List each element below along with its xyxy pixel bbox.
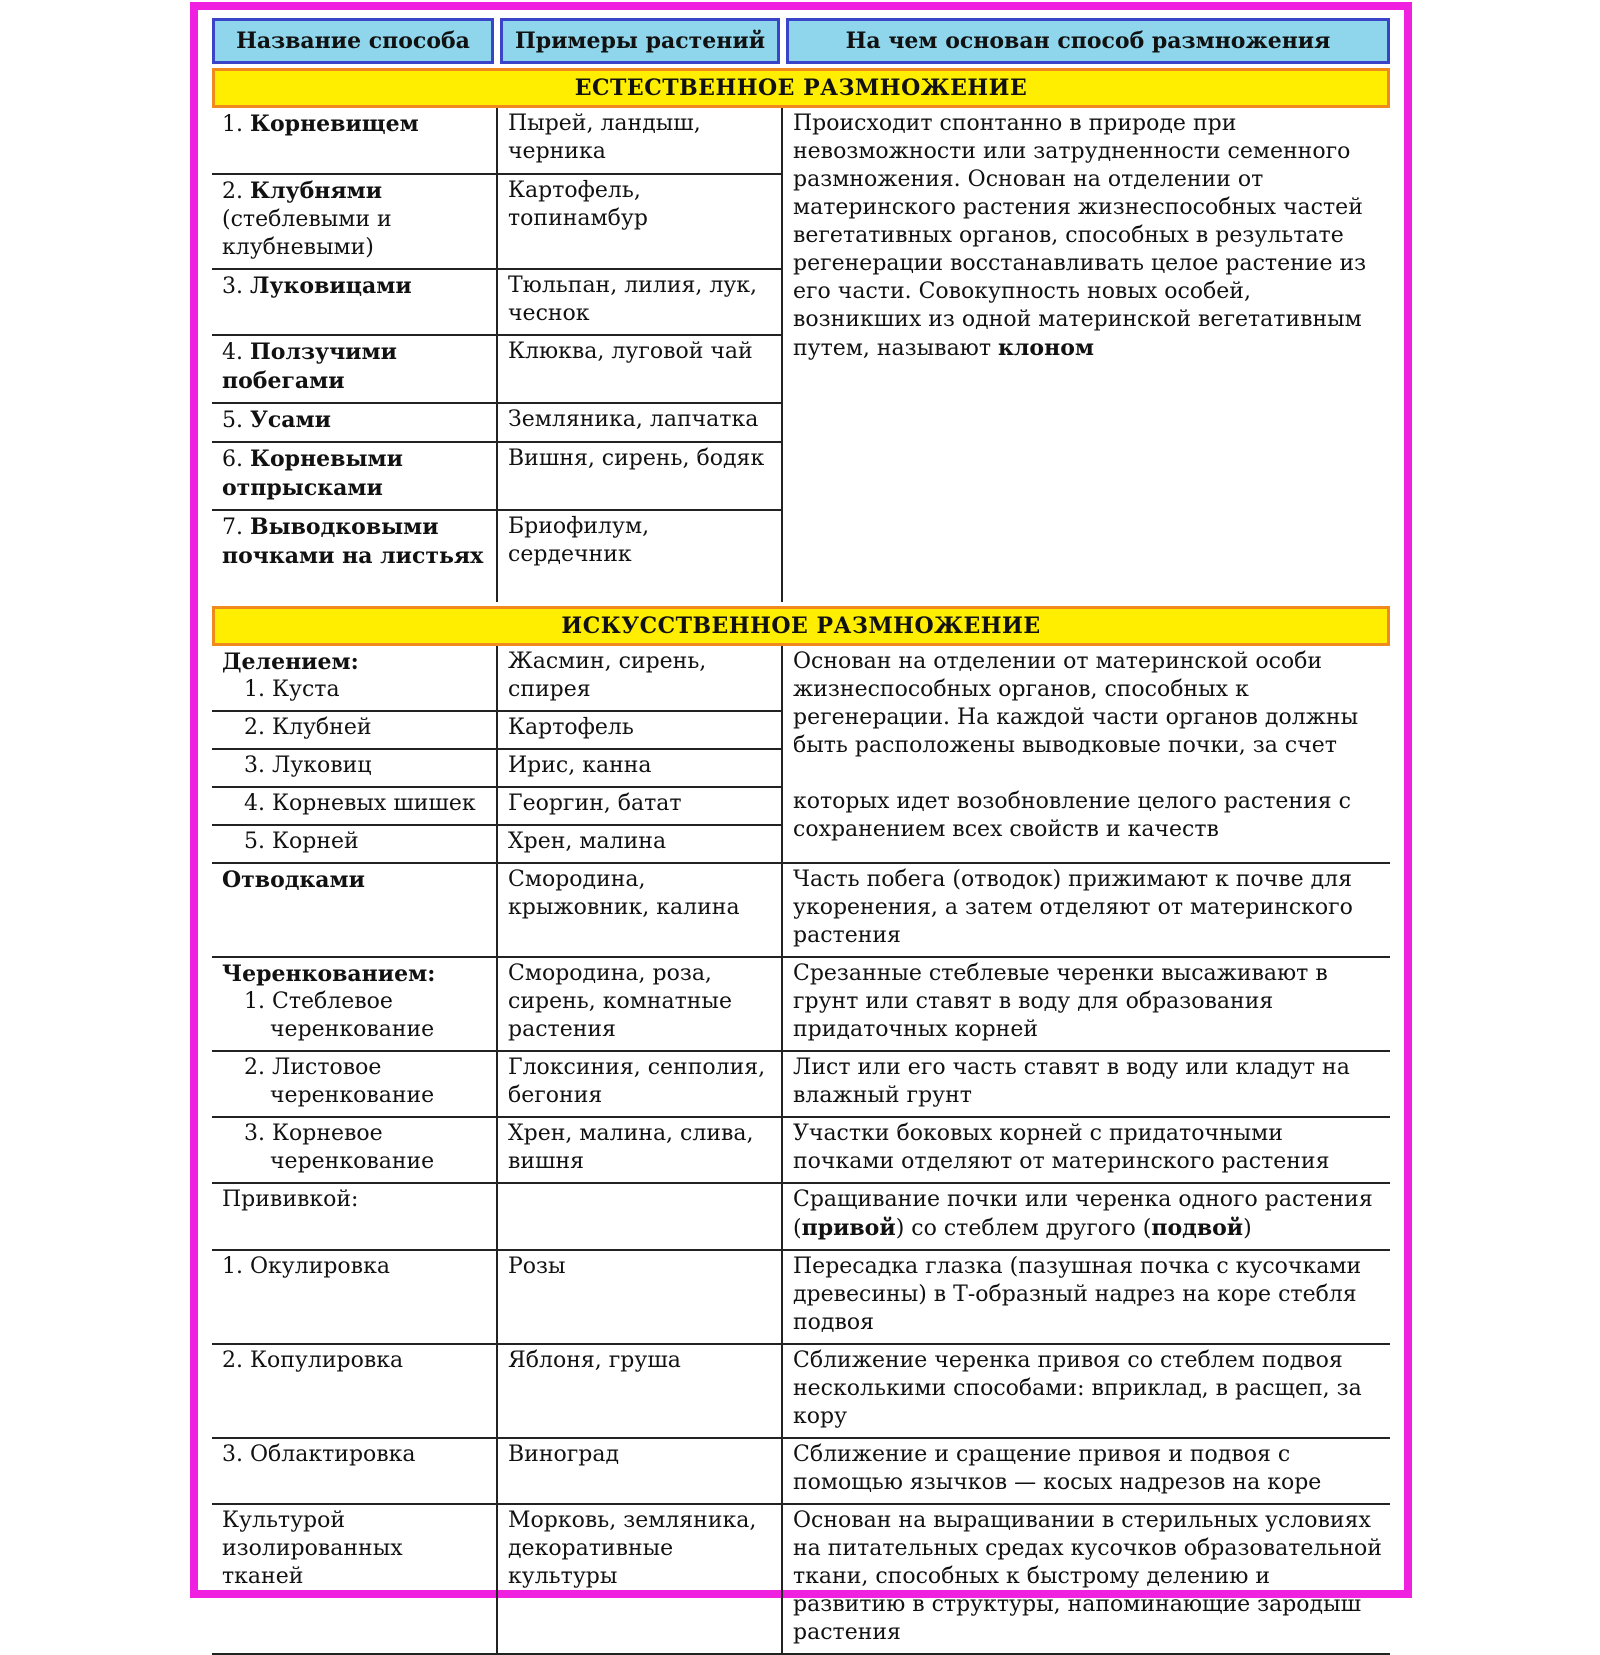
header-basis: На чем основан способ размножения	[786, 18, 1390, 64]
examples-cell: Картофель, топинамбур	[497, 174, 782, 269]
examples-cell: Виноград	[497, 1438, 782, 1504]
header-plant-examples: Примеры растений	[500, 18, 780, 64]
method-cell: 2. Клубнями (стеблевыми и клубневыми)	[212, 174, 497, 269]
description-cell: Пересадка глазка (пазушная почка с кусочками древесины) в Т-образный надрез на коре стебля подвоя	[782, 1250, 1390, 1344]
examples-cell: Пырей, ландыш, черника	[497, 108, 782, 174]
examples-cell: Глоксиния, сенполия, бегония	[497, 1051, 782, 1117]
examples-cell: Бриофилум, сердечник	[497, 510, 782, 602]
method-cell: 3. Луковицами	[212, 269, 497, 335]
examples-cell: Картофель	[497, 711, 782, 749]
description-cell: Сращивание почки или черенка одного растения (привой) со стеблем другого (подвой)	[782, 1183, 1390, 1250]
method-cell: 1. Окулировка	[212, 1250, 497, 1344]
examples-cell: Смородина, роза, сирень, комнатные растения	[497, 957, 782, 1051]
examples-cell: Земляника, лапчатка	[497, 403, 782, 442]
description-cell: Лист или его часть ставят в воду или кладут на влажный грунт	[782, 1051, 1390, 1117]
reproduction-table	[212, 18, 1390, 1655]
method-cell: Отводками	[212, 863, 497, 957]
method-cell: Прививкой:	[212, 1183, 497, 1250]
method-cell: 4. Корневых шишек	[212, 787, 497, 825]
table-row	[212, 1051, 1390, 1117]
division-description: Основан на отделении от материнской особи жизнеспособных органов, способных к регенерации. На каждой части органов должны быть расположены выводковые почки, за счет которых идет возобновление целого растения с сохранением всех свойств и качеств	[782, 646, 1390, 863]
description-cell: Основан на выращивании в стерильных условиях на питательных средах кусочков образовательной ткани, способных к быстрому делению и развитию в структуры, напоминающие зародыш растения	[782, 1504, 1390, 1654]
header-method-name: Название способа	[212, 18, 494, 64]
method-cell: 5. Корней	[212, 825, 497, 863]
examples-cell: Вишня, сирень, бодяк	[497, 442, 782, 510]
description-cell: Сближение и сращение привоя и подвоя с помощью язычков — косых надрезов на коре	[782, 1438, 1390, 1504]
description-cell: Срезанные стеблевые черенки высаживают в грунт или ставят в воду для образования придаточных корней	[782, 957, 1390, 1051]
table-row	[212, 108, 1390, 174]
examples-cell	[497, 1183, 782, 1250]
method-cell: 3. Луковиц	[212, 749, 497, 787]
table-row	[212, 1438, 1390, 1504]
page-frame	[190, 2, 1412, 1645]
table-header	[212, 18, 1390, 64]
method-cell: 7. Выводковыми почками на листьях	[212, 510, 497, 602]
method-cell: 4. Ползучими побегами	[212, 335, 497, 403]
examples-cell: Яблоня, груша	[497, 1344, 782, 1438]
examples-cell: Ирис, канна	[497, 749, 782, 787]
method-cell: 3. Корневое черенкование	[212, 1117, 497, 1183]
natural-table	[212, 108, 1390, 602]
method-cell: 6. Корневыми отпрысками	[212, 442, 497, 510]
examples-cell: Клюква, луговой чай	[497, 335, 782, 403]
method-cell: 5. Усами	[212, 403, 497, 442]
examples-cell: Георгин, батат	[497, 787, 782, 825]
examples-cell: Жасмин, сирень, спирея	[497, 646, 782, 711]
method-cell: Черенкованием: 1. Стеблевое черенкование	[212, 957, 497, 1051]
table-row	[212, 1504, 1390, 1654]
examples-cell: Смородина, крыжовник, калина	[497, 863, 782, 957]
table-row	[212, 646, 1390, 711]
natural-description: Происходит спонтанно в природе при невозможности или затрудненности семенного размножения. Основан на отделении от материнского растения жизнеспособных частей вегетативных органов, способных в результате регенерации восстанавливать целое растение из его части. Совокупность новых особей, возникших из одной материнской вегетативным путем, называют клоном	[793, 111, 1367, 361]
method-cell: 1. Корневищем	[212, 108, 497, 174]
description-cell: Часть побега (отводок) прижимают к почве для укоренения, а затем отделяют от материнского растения	[782, 863, 1390, 957]
examples-cell: Хрен, малина, слива, вишня	[497, 1117, 782, 1183]
section-artificial-title: ИСКУССТВЕННОЕ РАЗМНОЖЕНИЕ	[212, 606, 1390, 646]
method-cell: Культурой изолированных тканей	[212, 1504, 497, 1654]
table-row	[212, 1344, 1390, 1438]
method-cell: Делением: 1. Куста	[212, 646, 497, 711]
method-cell: 3. Облактировка	[212, 1438, 497, 1504]
method-cell: 2. Клубней	[212, 711, 497, 749]
method-cell: 2. Копулировка	[212, 1344, 497, 1438]
examples-cell: Хрен, малина	[497, 825, 782, 863]
section-natural-title: ЕСТЕСТВЕННОЕ РАЗМНОЖЕНИЕ	[212, 68, 1390, 108]
description-cell: Участки боковых корней с придаточными почками отделяют от материнского растения	[782, 1117, 1390, 1183]
examples-cell: Морковь, земляника, декоративные культуры	[497, 1504, 782, 1654]
table-row	[212, 957, 1390, 1051]
examples-cell: Тюльпан, лилия, лук, чеснок	[497, 269, 782, 335]
examples-cell: Розы	[497, 1250, 782, 1344]
description-cell: Сближение черенка привоя со стеблем подвоя несколькими способами: вприклад, в расщеп, за кору	[782, 1344, 1390, 1438]
table-row	[212, 1117, 1390, 1183]
artificial-table	[212, 646, 1390, 1655]
table-row	[212, 1250, 1390, 1344]
table-row	[212, 863, 1390, 957]
method-cell: 2. Листовое черенкование	[212, 1051, 497, 1117]
table-row	[212, 1183, 1390, 1250]
